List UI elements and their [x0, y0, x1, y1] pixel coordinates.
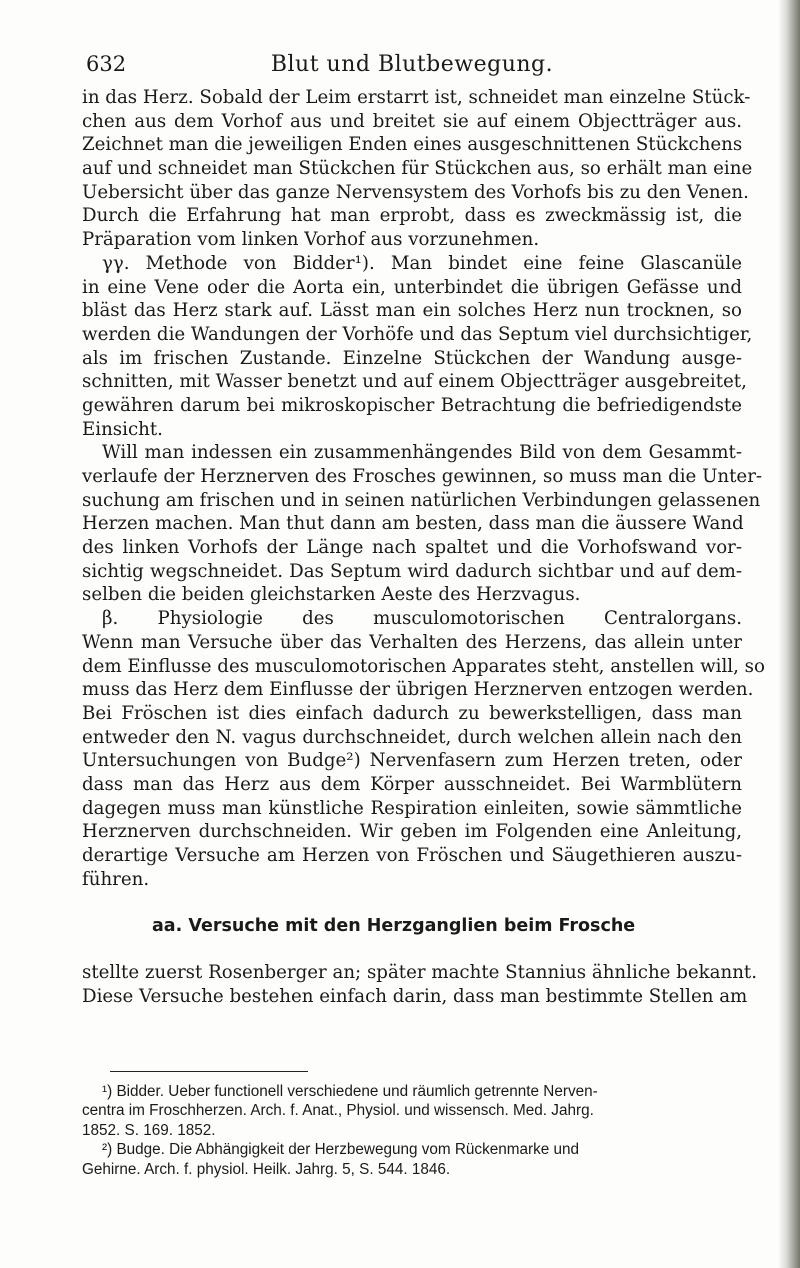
text-line: auf und schneidet man Stückchen für Stückchen aus, so erhält man eine — [82, 158, 753, 180]
text-line: Durch die Erfahrung hat man erprobt, dass es zweckmässig ist, die — [82, 205, 742, 227]
subsection-heading-line: γγ. Methode von Bidder¹). Man bindet eine feine Glascanüle — [102, 252, 742, 274]
text-line: dem Einflusse des musculomotorischen Apparates steht, anstellen will, so — [82, 655, 765, 677]
text-line: als im frischen Zustande. Einzelne Stückchen der Wandung ausge- — [82, 347, 742, 369]
page-number: 632 — [86, 52, 127, 76]
text-line: in eine Vene oder die Aorta ein, unterbindet die übrigen Gefässe und — [82, 276, 742, 298]
text-line: verlaufe der Herznerven des Frosches gewinnen, so muss man die Unter- — [82, 466, 763, 487]
text-line: dagegen muss man künstliche Respiration einleiten, sowie sämmtliche — [82, 797, 742, 819]
text-line: Zeichnet man die jeweiligen Enden eines ausgeschnittenen Stückchens — [82, 134, 743, 156]
text-line: stellte zuerst Rosenberger an; später machte Stannius ähnliche bekannt. — [82, 962, 757, 984]
footnote-line: centra im Froschherzen. Arch. f. Anat., Physiol. und wissensch. Med. Jahrg. — [82, 1102, 594, 1120]
text-line: muss das Herz dem Einflusse der übrigen Herznerven entzogen werden. — [82, 679, 754, 701]
page-header — [86, 52, 738, 82]
text-line: derartige Versuche am Herzen von Fröschen und Säugethieren auszu- — [82, 845, 742, 866]
text-line: sichtig wegschneidet. Das Septum wird dadurch sichtbar und auf dem- — [82, 560, 742, 582]
text-line: entweder den N. vagus durchschneidet, durch welchen allein nach den — [82, 726, 742, 748]
text-line: dass man das Herz aus dem Körper ausschneidet. Bei Warmblütern — [82, 773, 742, 795]
body-text — [82, 86, 765, 1009]
footnote-line: ²) Budge. Die Abhängigkeit der Herzbewegung vom Rückenmarke und — [102, 1141, 580, 1159]
text-line: Diese Versuche bestehen einfach darin, dass man bestimmte Stellen am — [82, 986, 748, 1008]
scan-edge-shadow — [778, 0, 800, 1268]
running-title: Blut und Blutbewegung. — [270, 52, 554, 77]
text-line: Will man indessen ein zusammenhängendes Bild von dem Gesammt- — [102, 442, 742, 464]
text-line: schnitten, mit Wasser benetzt und auf einem Objectträger ausgebreitet, — [82, 371, 747, 393]
footnote-line: Gehirne. Arch. f. physiol. Heilk. Jahrg. 5, S. 544. 1846. — [82, 1160, 451, 1178]
footnotes — [82, 1082, 738, 1179]
text-line: selben die beiden gleichstarken Aeste des Herzvagus. — [82, 584, 581, 606]
text-line: Präparation vom linken Vorhof aus vorzunehmen. — [82, 229, 540, 251]
text-line: des linken Vorhofs der Länge nach spaltet und die Vorhofswand vor- — [82, 537, 742, 559]
text-line: in das Herz. Sobald der Leim erstarrt ist, schneidet man einzelne Stück- — [82, 87, 751, 108]
text-line: Wenn man Versuche über das Verhalten des Herzens, das allein unter — [82, 631, 742, 653]
text-line: chen aus dem Vorhof aus und breitet sie auf einem Objectträger aus. — [82, 110, 742, 132]
text-line: Einsicht. — [82, 418, 163, 440]
text-line: gewähren darum bei mikroskopischer Betrachtung die befriedigendste — [82, 394, 742, 416]
text-line: Uebersicht über das ganze Nervensystem des Vorhofs bis zu den Venen. — [82, 181, 749, 203]
text-line: Untersuchungen von Budge²) Nervenfasern zum Herzen treten, oder — [82, 750, 742, 772]
section-heading: aa. Versuche mit den Herzganglien beim Frosche — [152, 916, 636, 937]
text-line: Bei Fröschen ist dies einfach dadurch zu bewerkstelligen, dass man — [82, 702, 742, 724]
text-line: Herzen machen. Man thut dann am besten, dass man die äussere Wand — [82, 513, 744, 535]
text-line: suchung am frischen und in seinen natürlichen Verbindungen gelassenen — [82, 489, 761, 511]
text-line: bläst das Herz stark auf. Lässt man ein solches Herz nun trocknen, so — [82, 300, 742, 322]
text-line: führen. — [82, 868, 150, 890]
subsection-heading-line: β. Physiologie des musculomotorischen Centralorgans. — [102, 608, 742, 630]
footnote-line: 1852. S. 169. 1852. — [82, 1121, 216, 1139]
footnote-divider — [110, 1071, 308, 1072]
text-line: werden die Wandungen der Vorhöfe und das Septum viel durchsichtiger, — [82, 323, 753, 345]
text-line: Herznerven durchschneiden. Wir geben im Folgenden eine Anleitung, — [82, 821, 742, 843]
footnote-line: ¹) Bidder. Ueber functionell verschiedene und räumlich getrennte Nerven- — [102, 1083, 598, 1100]
